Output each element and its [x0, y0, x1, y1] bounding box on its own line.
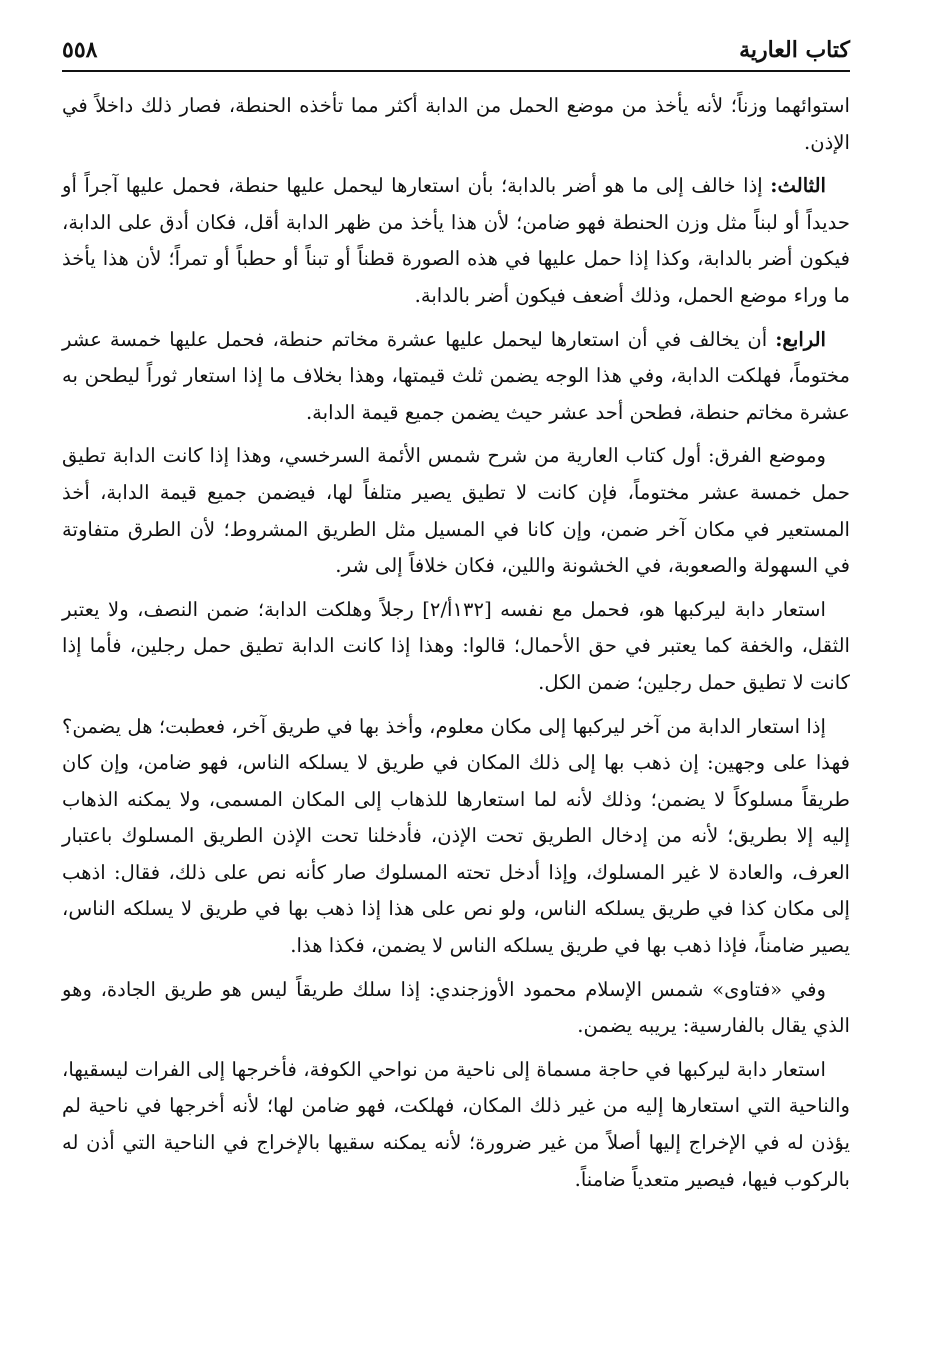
paragraph-other-road: [62, 709, 850, 965]
paragraph-difference: [62, 438, 850, 584]
paragraph-text: استعار دابة ليركبها في حاجة مسماة إلى ناحية من نواحي الكوفة، فأخرجها إلى الفرات ليسقيها، والناحية التي استعارها إليه من غير ذلك المكان، فهلكت، فهو ضامن لها؛ لأنه أخرجها في ناحية لم يؤذن له في الإخراج إليها أصلاً من غير ضرورة؛ لأنه يمكنه سقيها بالإخراج في الناحية التي أذن له بالركوب فيها، فيصير متعدياً ضامناً.: [62, 1057, 850, 1191]
running-header: [62, 30, 850, 72]
paragraph-text: استوائهما وزناً؛ لأنه يأخذ من موضع الحمل من الدابة أكثر مما تأخذه الحنطة، فصار ذلك داخلاً في الإذن.: [62, 94, 850, 154]
paragraph-text: وفي «فتاوى» شمس الإسلام محمود الأوزجندي: إذا سلك طريقاً ليس هو طريق الجادة، وهو الذي يقال بالفارسية: يريبه يضمن.: [62, 977, 850, 1038]
body-text: [62, 88, 850, 1205]
paragraph-text: إذا خالف إلى ما هو أضر بالدابة؛ بأن استعارها ليحمل عليها حنطة، فحمل عليها آجراً أو حديداً أو لبناً مثل وزن الحنطة فهو ضامن؛ لأن هذا يأخذ من ظهر الدابة أقل، فكان أدق على الدابة، فيكون أضر بالدابة، وكذا إذا حمل عليها في هذه الصورة قطناً أو تبناً أو حطباً أو تمراً؛ لأن هذا يأخذ ما وراء موضع الحمل، وذلك أضعف فيكون أضر بالدابة.: [62, 174, 850, 307]
paragraph-fatawa: [62, 972, 850, 1045]
paragraph-two-riders: [62, 592, 850, 702]
paragraph-text: أن يخالف في أن استعارها ليحمل عليها عشرة مخاتم حنطة، فحمل عليها خمسة عشر مختوماً، فهلكت الدابة، وفي هذا الوجه يضمن ثلث قيمتها، وهذا بخلاف ما إذا استعار ثوراً ليطحن به عشرة مخاتم حنطة، فطحن أحد عشر حيث يضمن جميع قيمة الدابة.: [62, 327, 850, 424]
paragraph-third: [62, 168, 850, 314]
paragraph-continuation: [62, 88, 850, 161]
paragraph-text: استعار دابة ليركبها هو، فحمل مع نفسه [١٣٢أ/٢] رجلاً وهلكت الدابة؛ ضمن النصف، ولا يعتبر الثقل، والخفة كما يعتبر في حق الأحمال؛ قالوا: وهذا إذا كانت الدابة تطيق حمل رجلين، فأما إذا كانت لا تطيق حمل رجلين؛ ضمن الكل.: [62, 597, 850, 694]
paragraph-lead: الثالث:: [770, 174, 826, 198]
paragraph-kufa: [62, 1052, 850, 1198]
running-title: كتاب العارية: [739, 37, 850, 63]
paragraph-lead: الرابع:: [775, 327, 826, 351]
paragraph-text: وموضع الفرق: أول كتاب العارية من شرح شمس الأئمة السرخسي، وهذا إذا كانت الدابة تطيق حمل خمسة عشر مختوماً، فإن كانت لا تطيق يصير متلفاً لها، فيضمن جميع قيمة الدابة، أخذ المستعير في مكان آخر ضمن، وإن كانا في المسيل مثل الطريق المشروط؛ لأن الطرق متفاوتة في السهولة والصعوبة، في الخشونة واللين، فكان خلافاً إلى شر.: [62, 444, 850, 578]
paragraph-text: إذا استعار الدابة من آخر ليركبها إلى مكان معلوم، وأخذ بها في طريق آخر، فعطبت؛ هل يضمن؟ فهذا على وجهين: إن ذهب بها إلى ذلك المكان في طريق لا يسلكه الناس، فهو ضامن، وإن كان طريقاً مسلوكاً لا يضمن؛ وذلك لأنه لما استعارها للذهاب إلى المكان المسمى، ولا يمكنه الذهاب إليه إلا بطريق؛ لأنه من إدخال الطريق تحت الإذن، فأدخلنا تحت الإذن الطريق المسلوك باعتبار العرف، والعادة لا غير المسلوك، وإذا أدخل تحته المسلوك صار كأنه نص على ذلك، فقال: اذهب إلى مكان كذا في طريق يسلكه الناس، ولو نص على هذا إذا ذهب بها في طريق لا يسلكه الناس، يصير ضامناً، فإذا ذهب بها في طريق يسلكه الناس لا يضمن، فكذا هذا.: [62, 714, 850, 958]
page-number: ٥٥٨: [62, 37, 98, 63]
paragraph-fourth: [62, 322, 850, 432]
